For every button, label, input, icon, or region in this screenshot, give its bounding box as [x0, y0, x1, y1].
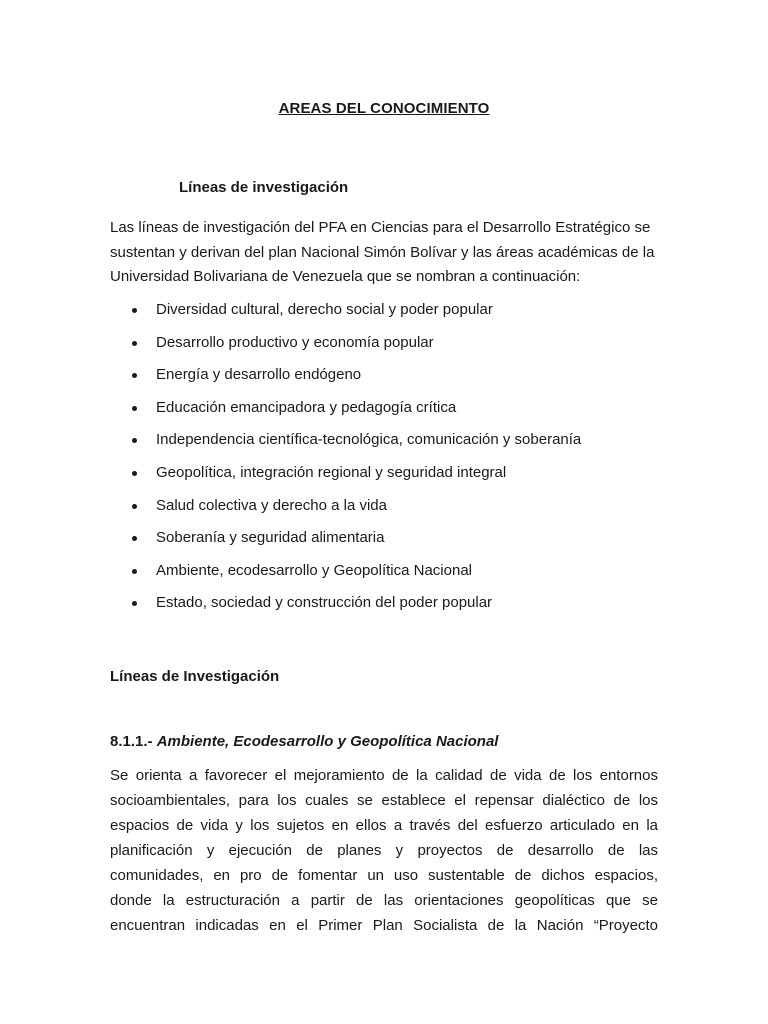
paragraph-line: donde la estructuración a partir de las orientaciones geopolíticas que se	[110, 892, 658, 909]
list-item-text: Soberanía y seguridad alimentaria	[156, 529, 385, 547]
bullet-icon	[132, 308, 137, 313]
body-paragraph	[110, 763, 658, 938]
subsection-heading	[110, 733, 498, 750]
list-item	[110, 590, 670, 623]
list-item	[110, 362, 670, 395]
list-item-text: Energía y desarrollo endógeno	[156, 366, 362, 384]
bullet-icon	[132, 406, 137, 411]
list-item	[110, 525, 670, 558]
bullet-icon	[132, 569, 137, 574]
list-item	[110, 427, 670, 460]
list-item-text: Geopolítica, integración regional y seguridad integral	[156, 463, 507, 481]
list-item-text: Estado, sociedad y construcción del poder popular	[156, 594, 493, 612]
bullet-icon	[132, 341, 137, 346]
paragraph-line: espacios de vida y los sujetos en ellos a través del esfuerzo articulado en la	[110, 817, 658, 834]
list-item	[110, 460, 670, 493]
list-item	[110, 330, 670, 363]
list-item	[110, 297, 670, 330]
bullet-icon	[132, 601, 137, 606]
paragraph-line: Se orienta a favorecer el mejoramiento de la calidad de vida de los entornos	[110, 767, 658, 784]
bullet-icon	[132, 471, 137, 476]
list-item-text: Diversidad cultural, derecho social y poder popular	[156, 301, 493, 318]
list-item-text: Desarrollo productivo y economía popular	[156, 333, 434, 351]
page-title: AREAS DEL CONOCIMIENTO	[278, 100, 490, 117]
bullet-icon	[132, 504, 137, 509]
list-item	[110, 395, 670, 428]
paragraph-line: planificación y ejecución de planes y proyectos de desarrollo de las	[110, 842, 658, 859]
list-item	[110, 558, 670, 591]
subsection-number: 8.1.1.-	[110, 733, 157, 750]
list-item-text: Independencia científica-tecnológica, comunicación y soberanía	[156, 431, 582, 449]
paragraph-line: comunidades, en pro de fomentar un uso sustentable de dichos espacios,	[110, 867, 658, 884]
bullet-icon	[132, 438, 137, 443]
paragraph-line: encuentran indicadas en el Primer Plan Socialista de la Nación “Proyecto	[110, 917, 658, 934]
list-item	[110, 493, 670, 526]
list-item-text: Educación emancipadora y pedagogía crítica	[156, 398, 457, 416]
intro-paragraph: Las líneas de investigación del PFA en Ciencias para el Desarrollo Estratégico se sustentan y derivan del plan Nacional Simón Bolívar y las áreas académicas de la Universidad Bolivariana de Venezuela que se nombran a continuación:	[110, 219, 655, 285]
list-item-text: Ambiente, ecodesarrollo y Geopolítica Nacional	[156, 561, 473, 579]
section-heading: Líneas de Investigación	[110, 668, 280, 685]
paragraph-line: socioambientales, para los cuales se establece el repensar dialéctico de los	[110, 792, 658, 809]
list-item-text: Salud colectiva y derecho a la vida	[156, 496, 387, 514]
subheading: Líneas de investigación	[179, 179, 349, 196]
bullet-icon	[132, 536, 137, 541]
subsection-title: Ambiente, Ecodesarrollo y Geopolítica Nacional	[156, 733, 499, 750]
areas-list	[110, 297, 670, 623]
bullet-icon	[132, 373, 137, 378]
